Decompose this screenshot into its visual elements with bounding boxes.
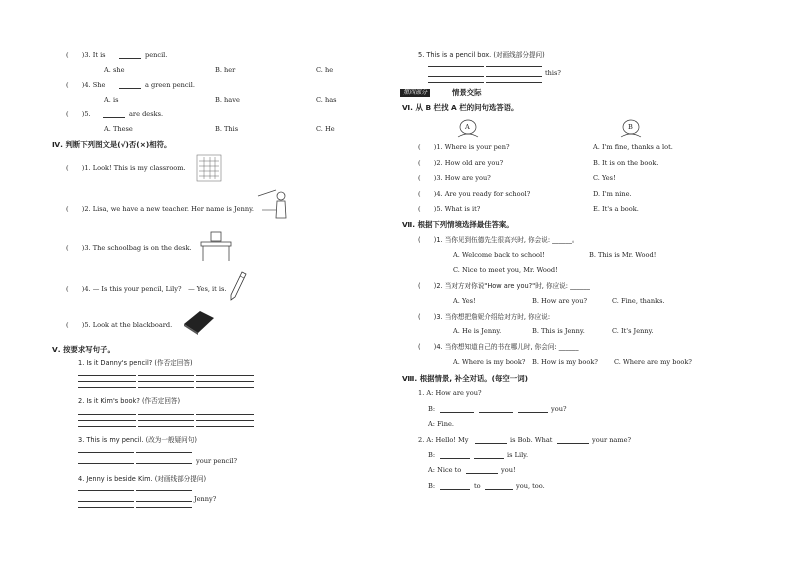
mc-q3-option-c: C. he — [316, 66, 334, 74]
part-title: 情景交际 — [452, 88, 482, 97]
situation-1-option-c: C. Nice to meet you, Mr. Wood! — [453, 266, 558, 274]
dialog-2-blank-2[interactable] — [557, 443, 589, 444]
judge-1: ( )1. Look! This is my classroom. — [66, 164, 186, 172]
rewrite-2-line-1[interactable] — [78, 414, 136, 415]
rewrite-4-line-2[interactable] — [136, 490, 192, 491]
mc-q3-option-a: A. she — [104, 66, 125, 74]
mc-q4-blank[interactable] — [119, 88, 141, 89]
rewrite-5-line-2[interactable] — [486, 66, 542, 67]
rewrite-4-question: 4. Jenny is beside Kim. (对画线部分提问) — [78, 475, 207, 483]
rewrite-5-line-1[interactable] — [428, 66, 484, 67]
judge-4: ( )4. — Is this your pencil, Lily? — Yes, it is. — [66, 285, 227, 293]
match-a2: B. It is on the book. — [593, 159, 659, 167]
section-7-title: Ⅶ. 根据下列情境选择最佳答案。 — [402, 220, 514, 229]
rewrite-2-line-8[interactable] — [138, 426, 194, 427]
rewrite-5-line-5[interactable] — [428, 82, 484, 83]
rewrite-4-line-3[interactable] — [78, 501, 134, 502]
rewrite-2-line-6[interactable] — [196, 420, 254, 421]
dialog-1-blank-1[interactable] — [440, 412, 474, 413]
rewrite-1-line-4[interactable] — [78, 381, 136, 382]
mc-q4: ( )4. She — [66, 81, 106, 89]
rewrite-5-line-6[interactable] — [486, 82, 542, 83]
section-5-title: Ⅴ. 按要求写句子。 — [52, 345, 115, 354]
judge-5: ( )5. Look at the blackboard. — [66, 321, 173, 329]
desk-picture — [198, 228, 234, 264]
mc-q3-option-b: B. her — [215, 66, 236, 74]
rewrite-1-line-6[interactable] — [196, 381, 254, 382]
rewrite-2-line-9[interactable] — [196, 426, 254, 427]
match-a3: C. Yes! — [593, 174, 616, 182]
situation-3-option-a: A. He is Jenny. — [453, 327, 502, 335]
rewrite-4-line-4[interactable] — [136, 501, 192, 502]
match-q1: ( )1. Where is your pen? — [418, 143, 510, 151]
dialog-1-a2: A: Fine. — [428, 420, 455, 428]
rewrite-2-line-4[interactable] — [78, 420, 136, 421]
match-q2: ( )2. How old are you? — [418, 159, 504, 167]
dialog-2-blank-7[interactable] — [485, 489, 513, 490]
rewrite-3-line-3[interactable] — [78, 463, 134, 464]
dialog-2-b2-label: B: — [428, 482, 436, 490]
rewrite-5-tail: this? — [545, 69, 561, 77]
match-q4: ( )4. Are you ready for school? — [418, 190, 531, 198]
mc-q5: ( )5. — [66, 110, 91, 118]
rewrite-3-line-1[interactable] — [78, 452, 134, 453]
dialog-2-blank-6[interactable] — [440, 489, 470, 490]
situation-4-option-a: A. Where is my book? — [453, 358, 526, 366]
mc-q3: ( )3. It is — [66, 51, 106, 59]
rewrite-5-question: 5. This is a pencil box. (对画线部分提问) — [418, 51, 545, 59]
eraser-picture — [180, 308, 216, 336]
dialog-2-b-label: B: — [428, 451, 436, 459]
dialog-2-blank-4[interactable] — [474, 458, 504, 459]
situation-1-option-b: B. This is Mr. Wood! — [589, 251, 657, 259]
dialog-2-a2: A: Nice to — [428, 466, 462, 474]
match-a1: A. I'm fine, thanks a lot. — [593, 143, 673, 151]
situation-3-option-c: C. It's Jenny. — [612, 327, 654, 335]
rewrite-2-line-2[interactable] — [138, 414, 194, 415]
mc-q4-option-b: B. have — [215, 96, 240, 104]
rewrite-5-line-4[interactable] — [486, 76, 542, 77]
situation-3-option-b: B. This is Jenny. — [532, 327, 585, 335]
rewrite-3-line-2[interactable] — [136, 452, 192, 453]
dialog-1-blank-3[interactable] — [518, 412, 548, 413]
mc-q4-option-a: A. is — [104, 96, 119, 104]
match-q3: ( )3. How are you? — [418, 174, 491, 182]
rewrite-1-line-7[interactable] — [78, 387, 136, 388]
column-b-label: B — [628, 123, 633, 131]
column-a-label: A — [465, 123, 470, 131]
section-8-title: Ⅷ. 根据情景, 补全对话。(每空一词) — [402, 374, 528, 383]
situation-3-question: ( )3. 当你想把詹妮介绍给对方时, 你应说: — [418, 313, 551, 321]
match-q5: ( )5. What is it? — [418, 205, 481, 213]
section-4-title: Ⅳ. 判断下列图文是(√)否(×)相符。 — [52, 140, 172, 149]
mc-q3-blank[interactable] — [119, 58, 141, 59]
dialog-2-blank-3[interactable] — [440, 458, 470, 459]
situation-4-question: ( )4. 当你想知道自己的书在哪儿时, 你会问: ______ — [418, 343, 579, 351]
teacher-picture — [256, 188, 290, 224]
mc-q5-option-b: B. This — [215, 125, 239, 133]
rewrite-5-line-3[interactable] — [428, 76, 484, 77]
match-a5: E. It's a book. — [593, 205, 639, 213]
situation-4-option-b: B. How is my book? — [532, 358, 598, 366]
situation-2-option-c: C. Fine, thanks. — [612, 297, 665, 305]
mc-q5-blank[interactable] — [103, 117, 125, 118]
situation-1-question: ( )1. 当你见到伍德先生很高兴时, 你会说: ______。 — [418, 236, 579, 244]
mc-q4-option-c: C. has — [316, 96, 337, 104]
classroom-picture — [194, 152, 224, 184]
rewrite-3-line-4[interactable] — [136, 463, 192, 464]
rewrite-1-line-1[interactable] — [78, 375, 136, 376]
rewrite-4-tail: Jenny? — [194, 495, 217, 503]
section-6-title: Ⅵ. 从 B 栏找 A 栏的问句选答语。 — [402, 103, 519, 112]
dialog-2-blank-5[interactable] — [466, 473, 498, 474]
mc-q5-option-c: C. He — [316, 125, 335, 133]
situation-2-option-b: B. How are you? — [532, 297, 588, 305]
mc-q5-tail: are desks. — [129, 110, 164, 118]
rewrite-1-line-9[interactable] — [196, 387, 254, 388]
pencil-picture — [228, 270, 248, 302]
dialog-1-a: 1. A: How are you? — [418, 389, 482, 397]
mc-q4-tail: a green pencil. — [145, 81, 195, 89]
judge-2: ( )2. Lisa, we have a new teacher. Her name is Jenny. — [66, 205, 255, 213]
dialog-2-a2-tail: you! — [501, 466, 516, 474]
dialog-2-blank-1[interactable] — [475, 443, 507, 444]
dialog-2-is: is Bob. What — [510, 436, 553, 444]
rewrite-2-question: 2. Is it Kim's book? (作否定回答) — [78, 397, 181, 405]
rewrite-4-line-5[interactable] — [78, 507, 134, 508]
rewrite-1-line-8[interactable] — [138, 387, 194, 388]
rewrite-3-question: 3. This is my pencil. (改为一般疑问句) — [78, 436, 197, 444]
mc-q3-tail: pencil. — [145, 51, 168, 59]
rewrite-1-line-3[interactable] — [196, 375, 254, 376]
dialog-2-tail: your name? — [592, 436, 632, 444]
judge-3: ( )3. The schoolbag is on the desk. — [66, 244, 192, 252]
rewrite-4-line-6[interactable] — [136, 507, 192, 508]
dialog-2-a: 2. A: Hello! My — [418, 436, 469, 444]
rewrite-1-line-5[interactable] — [138, 381, 194, 382]
dialog-2-b-tail: is Lily. — [507, 451, 529, 459]
part-badge: 第四部分 — [400, 89, 430, 97]
rewrite-1-question: 1. Is it Danny's pencil? (作否定回答) — [78, 359, 193, 367]
rewrite-2-line-3[interactable] — [196, 414, 254, 415]
dialog-1-blank-2[interactable] — [479, 412, 513, 413]
dialog-2-b2-tail: you, too. — [516, 482, 545, 490]
dialog-2-to: to — [474, 482, 481, 490]
situation-2-option-a: A. Yes! — [453, 297, 476, 305]
rewrite-1-line-2[interactable] — [138, 375, 194, 376]
situation-1-option-a: A. Welcome back to school! — [453, 251, 545, 259]
match-a4: D. I'm nine. — [593, 190, 632, 198]
rewrite-2-line-7[interactable] — [78, 426, 136, 427]
rewrite-4-line-1[interactable] — [78, 490, 134, 491]
dialog-1-b-label: B: — [428, 405, 436, 413]
mc-q5-option-a: A. These — [104, 125, 133, 133]
rewrite-3-tail: your pencil? — [196, 457, 238, 465]
situation-2-question: ( )2. 当对方对你说"How are you?"时, 你应说: ______ — [418, 282, 590, 290]
situation-4-option-c: C. Where are my book? — [614, 358, 692, 366]
dialog-1-b-tail: you? — [551, 405, 567, 413]
rewrite-2-line-5[interactable] — [138, 420, 194, 421]
